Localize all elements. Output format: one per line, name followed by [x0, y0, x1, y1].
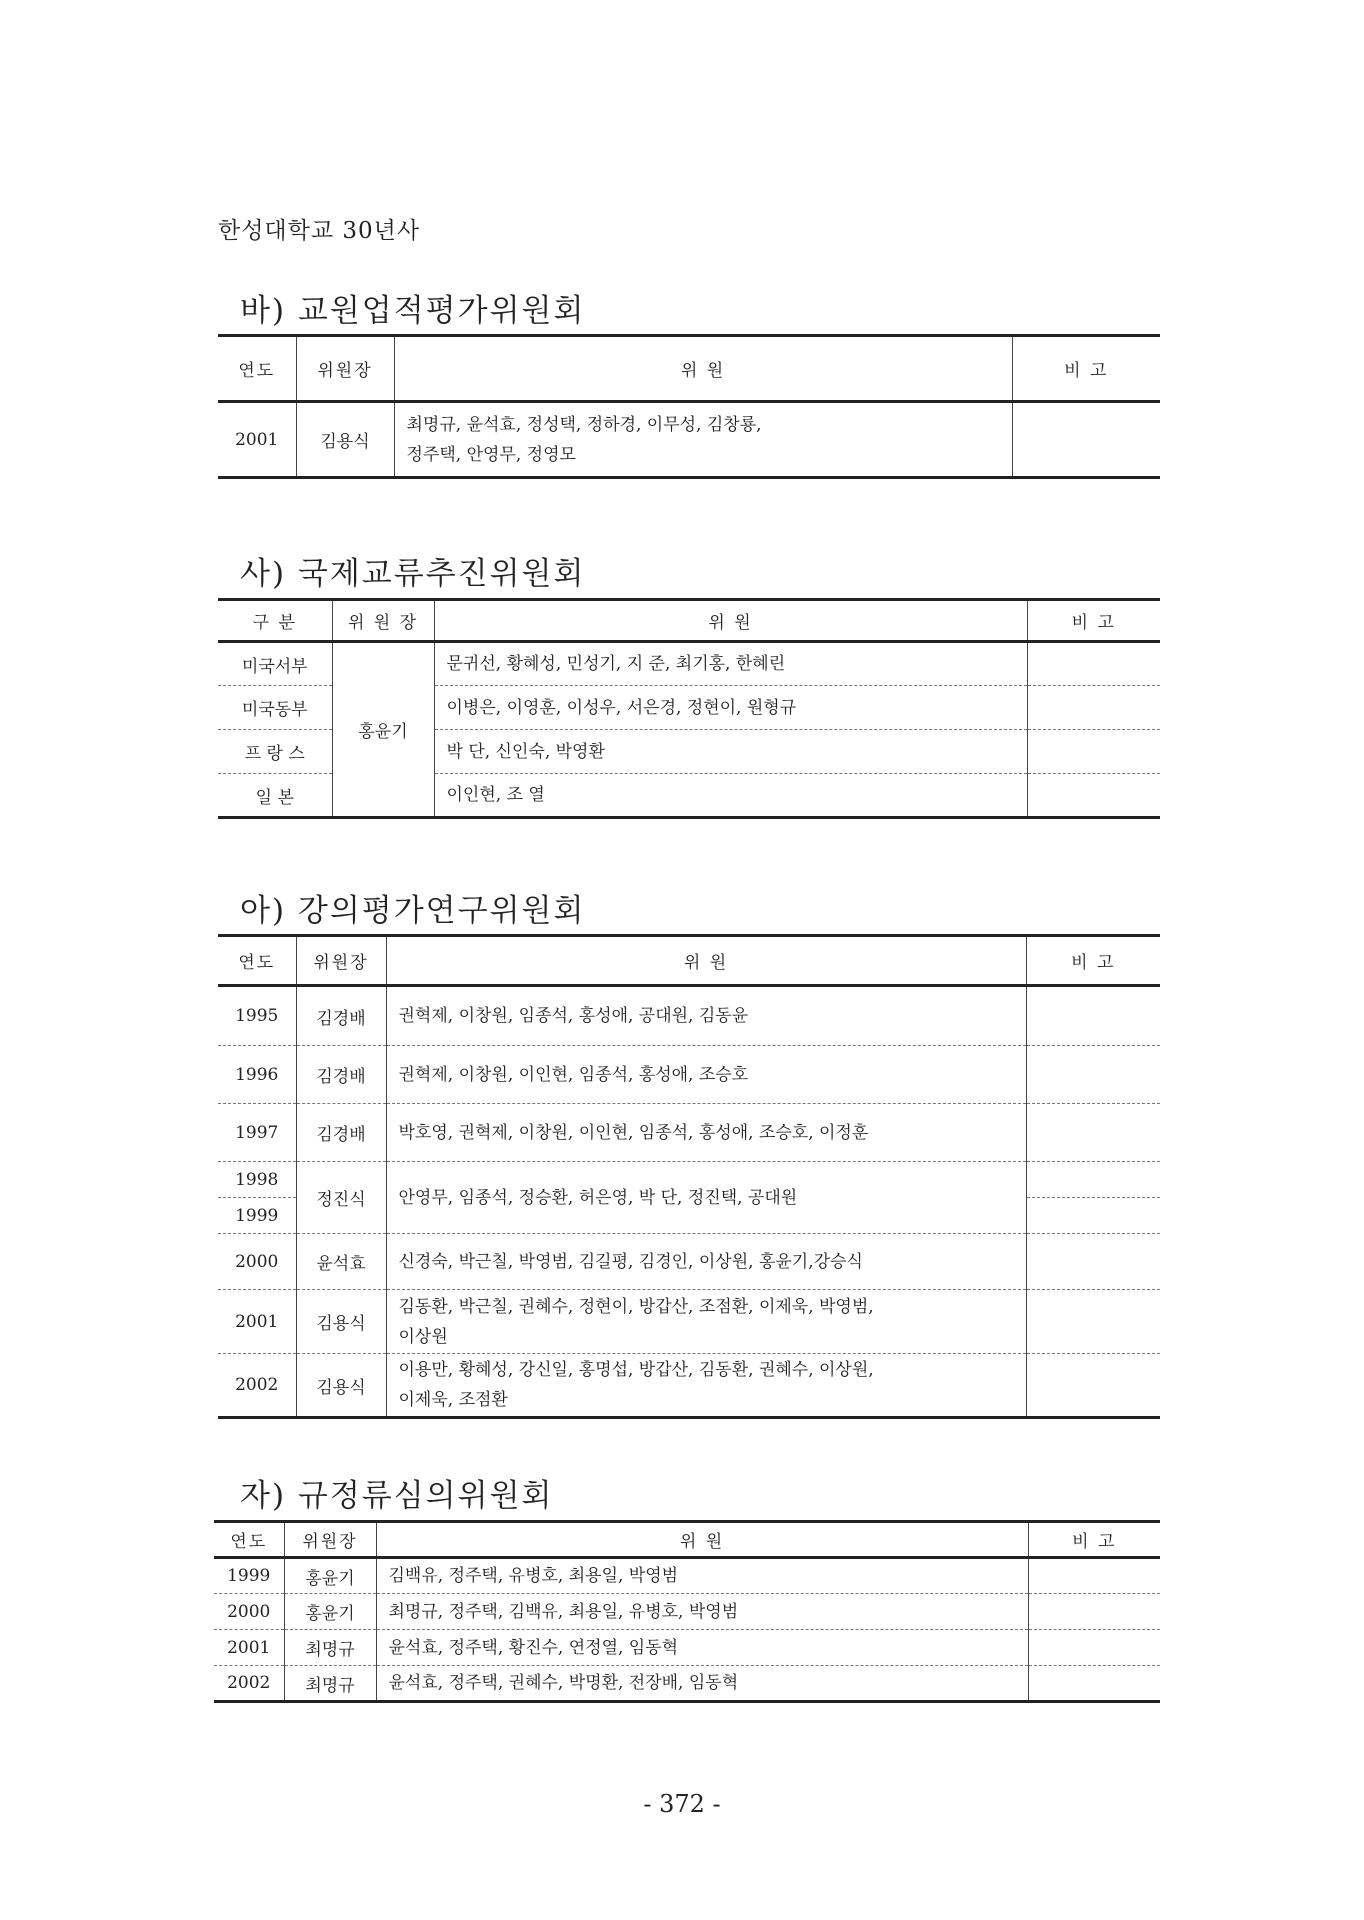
table-row	[218, 986, 1160, 1046]
note-cell	[1028, 1630, 1160, 1666]
international-exchange-table	[218, 598, 1160, 819]
members-cell: 윤석효, 정주택, 황진수, 연정열, 임동혁	[376, 1630, 1028, 1666]
table-row	[214, 1666, 1160, 1702]
note-cell	[1028, 1666, 1160, 1702]
year-cell: 2001	[218, 402, 296, 478]
chair-cell: 김경배	[296, 1104, 386, 1162]
year-cell: 2001	[214, 1630, 284, 1666]
note-cell	[1027, 774, 1160, 818]
note-cell	[1027, 642, 1160, 686]
regulation-review-table	[214, 1520, 1160, 1703]
note-cell	[1026, 1162, 1160, 1198]
table-row	[214, 1558, 1160, 1594]
members-cell	[386, 1162, 1026, 1234]
region-cell: 프 랑 스	[218, 730, 332, 774]
header-year: 연도	[218, 936, 296, 986]
header-note: 비 고	[1028, 1522, 1160, 1558]
section-title-regulation-review: 자) 규정류심의위원회	[240, 1478, 554, 1514]
header-note: 비 고	[1026, 936, 1160, 986]
chair-cell: 김경배	[296, 1046, 386, 1104]
members-cell: 최명규, 정주택, 김백유, 최용일, 유병호, 박영범	[376, 1594, 1028, 1630]
table-header-row	[218, 936, 1160, 986]
members-cell: 윤석효, 정주택, 권혜수, 박명환, 전장배, 임동혁	[376, 1666, 1028, 1702]
header-note: 비 고	[1012, 336, 1160, 402]
members-cell	[386, 1290, 1026, 1354]
members-cell: 문귀선, 황혜성, 민성기, 지 준, 최기홍, 한혜린	[434, 642, 1027, 686]
year-cell: 1999	[214, 1558, 284, 1594]
table-row	[214, 1594, 1160, 1630]
members-line: 정주택, 안영무, 정영모	[406, 444, 576, 465]
header-chair: 위원장	[296, 336, 394, 402]
region-cell: 일 본	[218, 774, 332, 818]
members-cell	[386, 1046, 1026, 1104]
header-year: 연도	[218, 336, 296, 402]
note-cell	[1026, 1290, 1160, 1354]
members-cell	[386, 1104, 1026, 1162]
year-cell: 1995	[218, 986, 296, 1046]
members-cell: 이병은, 이영훈, 이성우, 서은경, 정현이, 원형규	[434, 686, 1027, 730]
header-members: 위 원	[394, 336, 1012, 402]
header-chair: 위 원 장	[332, 600, 434, 642]
table-row	[218, 1162, 1160, 1198]
table-row	[218, 1290, 1160, 1354]
note-cell	[1026, 1104, 1160, 1162]
running-head: 한성대학교 30년사	[218, 218, 421, 244]
year-cell: 2002	[218, 1354, 296, 1418]
note-cell	[1027, 686, 1160, 730]
members-cell	[386, 986, 1026, 1046]
section-title-lecture-evaluation: 아) 강의평가연구위원회	[240, 893, 586, 929]
members-line: 이제욱, 조점환	[398, 1390, 508, 1410]
members-cell	[386, 1234, 1026, 1290]
lecture-evaluation-table	[218, 934, 1160, 1419]
note-cell	[1026, 1046, 1160, 1104]
members-cell: 이인현, 조 열	[434, 774, 1027, 818]
note-cell	[1026, 986, 1160, 1046]
year-cell: 1998	[218, 1162, 296, 1198]
header-division: 구 분	[218, 600, 332, 642]
header-year: 연도	[214, 1522, 284, 1558]
table-row	[218, 1234, 1160, 1290]
note-cell	[1012, 402, 1160, 478]
members-line: 안영무, 임종석, 정승환, 허은영, 박 단, 정진택, 공대원	[398, 1187, 798, 1208]
members-line: 최명규, 윤석효, 정성택, 정하경, 이무성, 김창룡,	[406, 414, 762, 435]
chair-cell: 김용식	[296, 1354, 386, 1418]
header-members: 위 원	[376, 1522, 1028, 1558]
chair-cell: 최명규	[284, 1666, 376, 1702]
note-cell	[1028, 1558, 1160, 1594]
year-cell: 2000	[218, 1234, 296, 1290]
table-row	[218, 1354, 1160, 1418]
table-row	[214, 1630, 1160, 1666]
region-cell: 미국동부	[218, 686, 332, 730]
year-cell: 2001	[218, 1290, 296, 1354]
chair-cell: 윤석효	[296, 1234, 386, 1290]
table-header-row	[218, 600, 1160, 642]
header-members: 위 원	[434, 600, 1027, 642]
section-title-faculty-evaluation: 바) 교원업적평가위원회	[240, 293, 586, 329]
chair-cell: 정진식	[296, 1162, 386, 1234]
chair-cell: 최명규	[284, 1630, 376, 1666]
members-line: 이용만, 황혜성, 강신일, 홍명섭, 방갑산, 김동환, 권혜수, 이상원,	[398, 1360, 874, 1380]
page-number: - 372 -	[643, 1790, 721, 1818]
members-cell: 김백유, 정주택, 유병호, 최용일, 박영범	[376, 1558, 1028, 1594]
header-members: 위 원	[386, 936, 1026, 986]
year-cell: 1999	[218, 1198, 296, 1234]
section-title-international-exchange: 사) 국제교류추진위원회	[240, 556, 586, 592]
note-cell	[1026, 1198, 1160, 1234]
members-line: 김동환, 박근칠, 권혜수, 정현이, 방갑산, 조점환, 이제욱, 박영범,	[398, 1296, 874, 1317]
members-cell: 박 단, 신인숙, 박영환	[434, 730, 1027, 774]
header-chair: 위원장	[296, 936, 386, 986]
chair-cell: 홍윤기	[284, 1558, 376, 1594]
table-row	[218, 1046, 1160, 1104]
year-cell: 2002	[214, 1666, 284, 1702]
header-chair: 위원장	[284, 1522, 376, 1558]
members-cell	[386, 1354, 1026, 1418]
header-note: 비 고	[1027, 600, 1160, 642]
note-cell	[1028, 1594, 1160, 1630]
region-cell: 미국서부	[218, 642, 332, 686]
note-cell	[1026, 1354, 1160, 1418]
members-line: 권혁제, 이창원, 이인현, 임종석, 홍성애, 조승호	[398, 1064, 749, 1085]
chair-cell: 김경배	[296, 986, 386, 1046]
faculty-evaluation-table	[218, 334, 1160, 479]
table-row	[218, 402, 1160, 478]
chair-cell: 홍윤기	[284, 1594, 376, 1630]
chair-cell: 김용식	[296, 402, 394, 478]
table-header-row	[218, 336, 1160, 402]
year-cell: 2000	[214, 1594, 284, 1630]
note-cell	[1026, 1234, 1160, 1290]
members-line: 신경숙, 박근칠, 박영범, 김길평, 김경인, 이상원, 홍윤기,강승식	[398, 1251, 863, 1272]
table-row	[218, 1104, 1160, 1162]
members-cell	[394, 402, 1012, 478]
members-line: 권혁제, 이창원, 임종석, 홍성애, 공대원, 김동윤	[398, 1006, 749, 1026]
table-row	[218, 642, 1160, 686]
members-line: 박호영, 권혁제, 이창원, 이인현, 임종석, 홍성애, 조승호, 이정훈	[398, 1122, 869, 1143]
table-header-row	[214, 1522, 1160, 1558]
year-cell: 1997	[218, 1104, 296, 1162]
chair-cell: 김용식	[296, 1290, 386, 1354]
year-cell: 1996	[218, 1046, 296, 1104]
note-cell	[1027, 730, 1160, 774]
members-line: 이상원	[398, 1326, 448, 1347]
chair-cell: 홍윤기	[332, 642, 434, 818]
